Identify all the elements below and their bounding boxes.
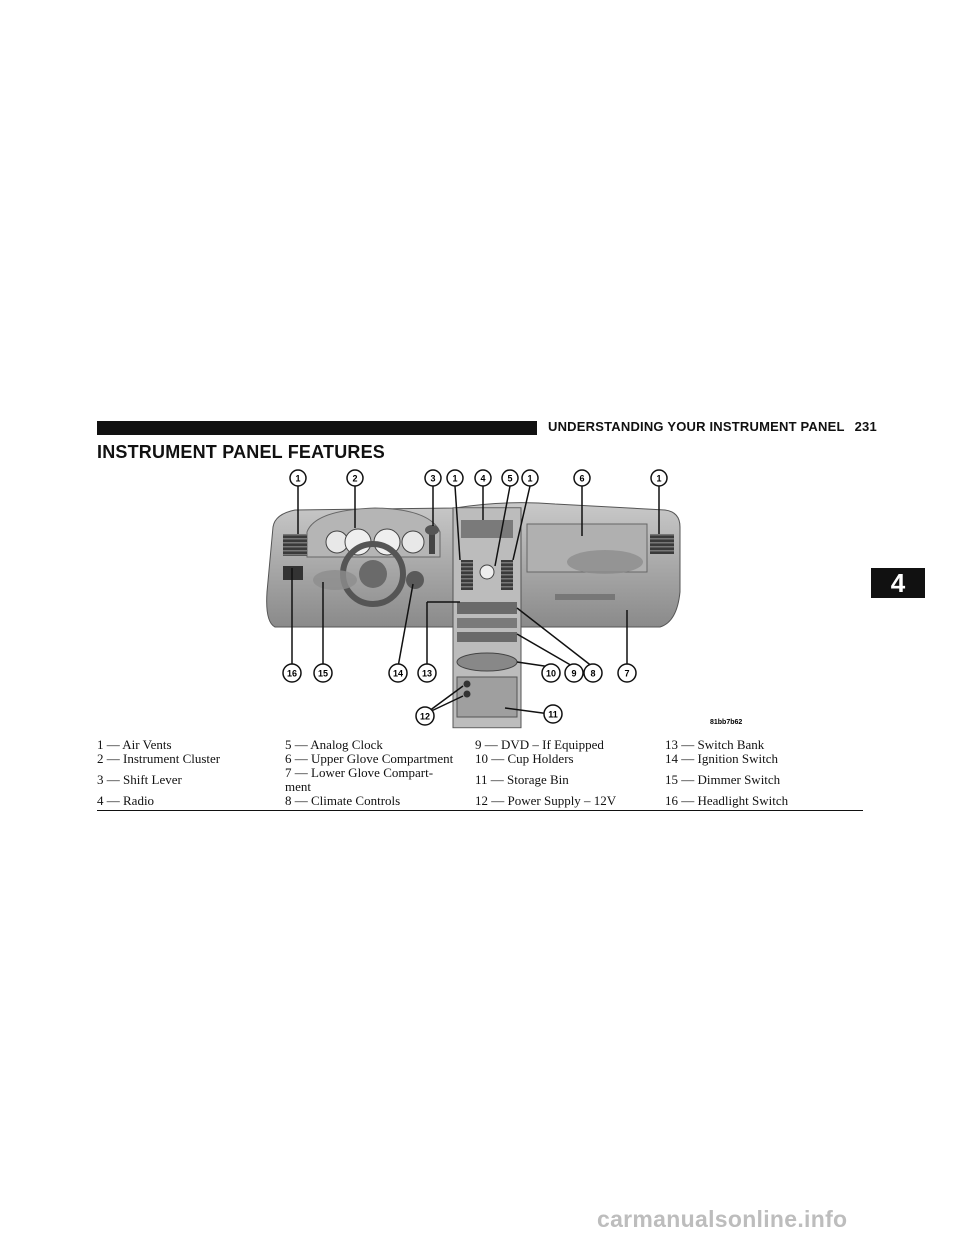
svg-text:11: 11 xyxy=(548,709,558,720)
callout-3 xyxy=(425,470,441,486)
legend-row xyxy=(97,738,863,752)
chapter-tab: 4 xyxy=(871,568,925,598)
callout-6 xyxy=(574,470,590,486)
header-rule xyxy=(97,421,537,435)
legend-row xyxy=(97,752,863,766)
svg-text:6: 6 xyxy=(579,473,585,484)
legend-item: 5 — Analog Clock xyxy=(285,737,383,752)
callout-1c xyxy=(522,470,538,486)
image-code: 81bb7b62 xyxy=(710,719,743,726)
callout-12 xyxy=(416,707,434,725)
callout-5 xyxy=(502,470,518,486)
legend-item: 14 — Ignition Switch xyxy=(665,751,779,766)
legend-item: 3 — Shift Lever xyxy=(97,772,182,787)
callout-1a xyxy=(290,470,306,486)
watermark: carmanualsonline.info xyxy=(597,1206,848,1232)
svg-text:14: 14 xyxy=(392,668,404,679)
callout-15 xyxy=(314,664,332,682)
chapter-title: UNDERSTANDING YOUR INSTRUMENT PANEL xyxy=(548,419,845,434)
legend-item: 9 — DVD – If Equipped xyxy=(475,737,604,752)
svg-text:4: 4 xyxy=(480,473,486,484)
figure-legend xyxy=(97,738,863,811)
svg-text:16: 16 xyxy=(286,668,298,679)
svg-text:3: 3 xyxy=(430,473,436,484)
section-title: INSTRUMENT PANEL FEATURES xyxy=(97,442,386,462)
legend-item: 13 — Switch Bank xyxy=(665,737,765,752)
svg-text:12: 12 xyxy=(419,711,431,722)
svg-text:2: 2 xyxy=(352,473,358,484)
running-header xyxy=(548,419,877,434)
legend-item: 15 — Dimmer Switch xyxy=(665,772,781,787)
svg-text:1: 1 xyxy=(452,473,458,484)
legend-item: 16 — Headlight Switch xyxy=(665,793,789,808)
svg-text:1: 1 xyxy=(656,473,662,484)
legend-item: 7 — Lower Glove Compart-ment xyxy=(285,765,434,794)
callout-14 xyxy=(389,664,407,682)
callout-16 xyxy=(283,664,301,682)
legend-item: 11 — Storage Bin xyxy=(475,772,569,787)
callout-1b xyxy=(447,470,463,486)
legend-item: 4 — Radio xyxy=(97,793,155,808)
legend-row xyxy=(97,794,863,808)
top-callouts xyxy=(290,470,667,486)
legend-item: 12 — Power Supply – 12V xyxy=(475,793,617,808)
svg-text:13: 13 xyxy=(421,668,433,679)
legend-row xyxy=(97,766,863,794)
legend-item: 10 — Cup Holders xyxy=(475,751,574,766)
callout-7 xyxy=(618,664,636,682)
callout-11 xyxy=(544,705,562,723)
svg-text:1: 1 xyxy=(527,473,533,484)
callout-10 xyxy=(542,664,560,682)
legend-item: 1 — Air Vents xyxy=(97,737,172,752)
svg-text:8: 8 xyxy=(590,668,596,679)
legend-item: 8 — Climate Controls xyxy=(285,793,401,808)
svg-text:7: 7 xyxy=(624,668,630,679)
instrument-panel-illustration xyxy=(255,462,755,737)
svg-text:1: 1 xyxy=(295,473,301,484)
callout-13 xyxy=(418,664,436,682)
svg-text:10: 10 xyxy=(545,668,557,679)
callout-9 xyxy=(565,664,583,682)
instrument-panel-figure xyxy=(255,462,755,737)
svg-text:9: 9 xyxy=(571,668,577,679)
callout-1d xyxy=(651,470,667,486)
page-number: 231 xyxy=(854,419,877,434)
svg-text:15: 15 xyxy=(317,668,329,679)
legend-item: 2 — Instrument Cluster xyxy=(97,751,221,766)
callout-8 xyxy=(584,664,602,682)
callout-2 xyxy=(347,470,363,486)
svg-text:5: 5 xyxy=(507,473,513,484)
legend-item: 6 — Upper Glove Compartment xyxy=(285,751,454,766)
callout-4 xyxy=(475,470,491,486)
